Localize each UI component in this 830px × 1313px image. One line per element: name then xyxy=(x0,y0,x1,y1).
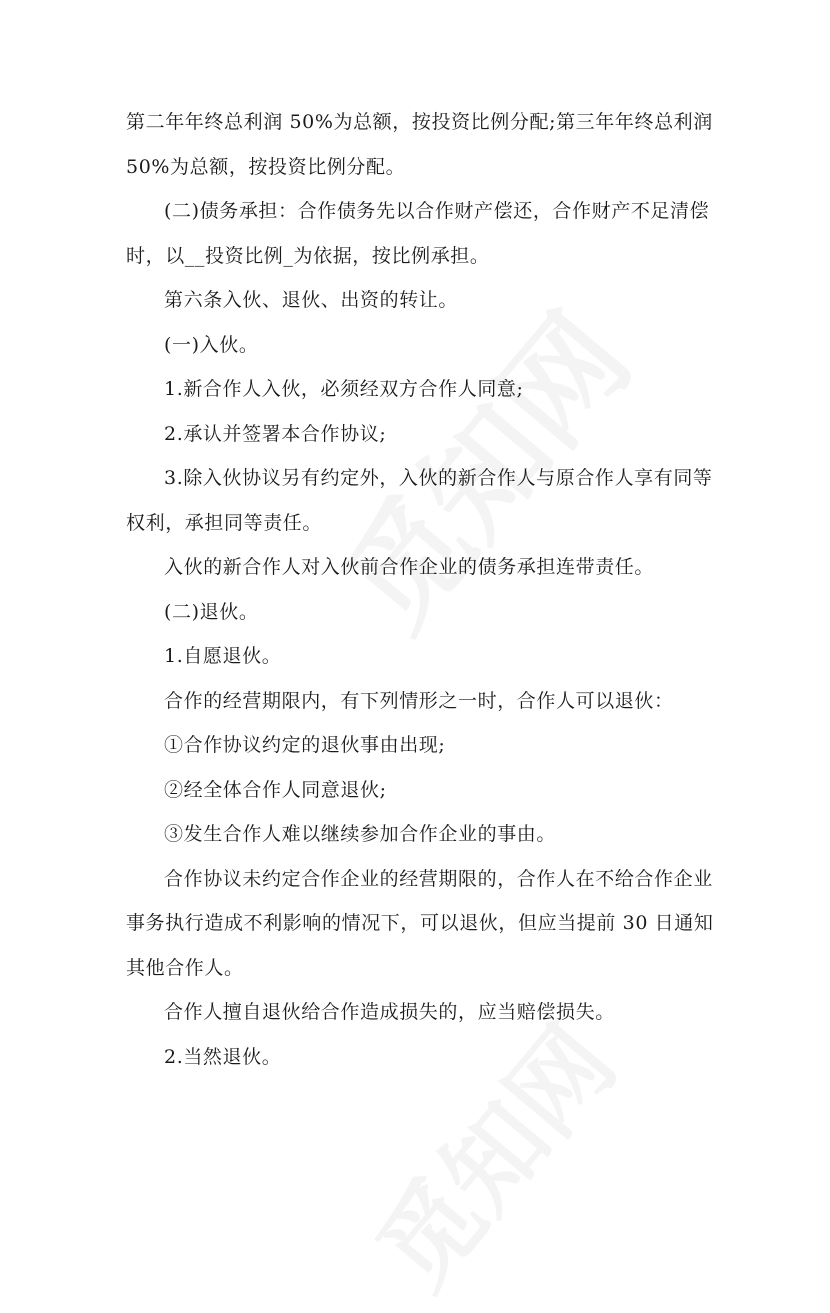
text-line: (二)债务承担：合作债务先以合作财产偿还，合作财产不足清偿 xyxy=(164,200,710,222)
list-item: ③发生合作人难以继续参加合作企业的事由。 xyxy=(164,823,557,845)
text-line: 入伙的新合作人对入伙前合作企业的债务承担连带责任。 xyxy=(164,556,655,578)
text-line: 第二年年终总利润 50%为总额，按投资比例分配;第三年年终总利润 xyxy=(126,111,713,133)
section-heading: (一)入伙。 xyxy=(164,333,259,356)
text-line: 权利，承担同等责任。 xyxy=(126,511,323,534)
text-line: 时，以__投资比例_为依据，按比例承担。 xyxy=(126,244,490,267)
list-item: 1.新合作人入伙，必须经双方合作人同意; xyxy=(164,378,524,400)
document-body xyxy=(126,100,716,1079)
text-line: 50%为总额，按投资比例分配。 xyxy=(126,155,406,178)
text-line: 合作人擅自退伙给合作造成损失的，应当赔偿损失。 xyxy=(164,1001,615,1023)
text-line: 合作的经营期限内，有下列情形之一时，合作人可以退伙： xyxy=(164,689,674,712)
list-item: ①合作协议约定的退伙事由出现; xyxy=(164,734,446,756)
article-heading: 第六条入伙、退伙、出资的转让。 xyxy=(164,289,459,311)
section-heading: (二)退伙。 xyxy=(164,600,259,623)
text-line: 合作协议未约定合作企业的经营期限的，合作人在不给合作企业 xyxy=(164,867,713,890)
list-item: 3.除入伙协议另有约定外，入伙的新合作人与原合作人享有同等 xyxy=(164,467,713,489)
list-item: 2.当然退伙。 xyxy=(164,1045,282,1068)
list-item: 1.自愿退伙。 xyxy=(164,645,282,667)
list-item: 2.承认并签署本合作协议; xyxy=(164,422,387,445)
text-line: 事务执行造成不利影响的情况下，可以退伙，但应当提前 30 日通知 xyxy=(126,912,714,934)
list-item: ②经全体合作人同意退伙; xyxy=(164,778,387,801)
text-line: 其他合作人。 xyxy=(126,956,244,979)
